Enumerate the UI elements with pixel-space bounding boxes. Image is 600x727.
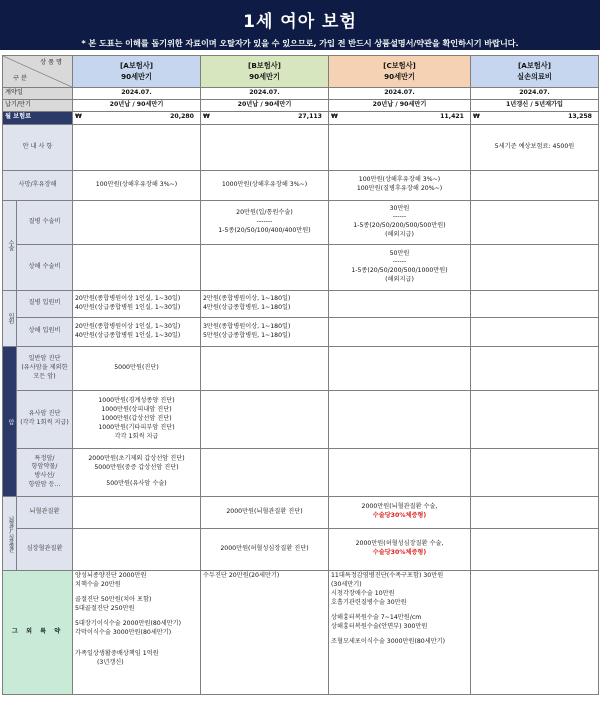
benefit-line: 40만원(상급종합병원 1인실, 1~30일) — [75, 331, 181, 339]
product-name-label: 상 품 명 — [40, 59, 62, 66]
hospital-benefit — [329, 290, 471, 317]
benefit-line: 500만원(유사암 수술) — [106, 480, 167, 488]
hospital-benefit — [471, 290, 599, 317]
disease-hospital-row — [3, 290, 599, 317]
rider-line: (30세만기) — [331, 580, 362, 588]
guide-cell — [73, 124, 201, 170]
title-banner — [0, 0, 600, 50]
heart-benefit — [329, 528, 471, 570]
rider-line: 가족일상생활중배상책임 1억원 — [75, 649, 159, 657]
surgery-category: 수술 — [3, 200, 17, 290]
benefit-line: 2000만원(뇌혈관질환 수술, — [361, 503, 438, 511]
brain-benefit — [73, 496, 201, 528]
rider-line: 조혈모세포이식수술 3000만원(80세만기) — [331, 637, 446, 645]
monthly-premium — [73, 111, 201, 124]
company-name: [C보험사] — [383, 61, 416, 71]
product-header-1 — [73, 56, 201, 88]
contract-date: 2024.07. — [73, 88, 201, 100]
similar-cancer-label — [17, 390, 73, 448]
benefit-line: 20만원(종합병원이상 1인실, 1~30일) — [75, 294, 181, 302]
surgery-benefit — [329, 200, 471, 244]
disease-surgery-label: 질병 수술비 — [17, 200, 73, 244]
rider-line: 치핵수술 20만원 — [75, 580, 121, 588]
hospital-benefit — [471, 317, 599, 346]
surgery-benefit — [471, 200, 599, 244]
benefit-line: 20만원(입/통원수술) — [236, 208, 293, 216]
special-cancer-row — [3, 448, 599, 496]
cancer-benefit — [471, 448, 599, 496]
hospital-benefit — [73, 317, 201, 346]
currency-symbol: ₩ — [473, 113, 480, 121]
guide-cell — [329, 124, 471, 170]
label-line: 모든 암) — [33, 372, 56, 380]
premium-amount: 20,280 — [170, 113, 194, 121]
benefit-line: 100만원(질병후유장해 20%~) — [356, 185, 443, 193]
premium-row — [3, 111, 599, 124]
brain-benefit: 2000만원(뇌혈관질환 진단) — [201, 496, 329, 528]
payment-term: 1년갱신 / 5년재가입 — [471, 99, 599, 111]
product-header-3 — [329, 56, 471, 88]
plan-name: 90세만기 — [384, 71, 415, 81]
heart-benefit — [471, 528, 599, 570]
rider-line: 시청각장애수술 10만원 — [331, 589, 395, 597]
benefit-line: 1000만원(경계성종양 진단) — [98, 397, 175, 404]
cancer-benefit — [329, 346, 471, 390]
benefit-line-highlight: 수술당30%체증형) — [372, 512, 427, 520]
rider-line: 5대골절진단 250만원 — [75, 604, 135, 612]
label-line: 일반암 진단 — [28, 354, 61, 362]
hospital-benefit — [73, 290, 201, 317]
benefit-line: 2000만원(초기제외 갑상선암 진단) — [88, 455, 185, 463]
product-header-2 — [201, 56, 329, 88]
label-line: 항암암 등... — [28, 481, 61, 489]
benefit-line: 50만원 — [389, 249, 410, 257]
benefit-line: 2만원(종합병원이상, 1~180일) — [203, 294, 291, 302]
label-line: (각각 1회씩 지급) — [20, 419, 69, 427]
label-line: 특정암/ — [34, 454, 55, 462]
benefit-line: 1-5종(20/50/100/400/400만원) — [218, 226, 311, 234]
currency-symbol: ₩ — [331, 113, 338, 121]
benefit-line: 4만원(상급종합병원, 1~180일) — [203, 303, 291, 311]
rider-line: 5대장기이식수술 2000만원(80세만기) — [75, 619, 182, 627]
rider-line: 11대특정감염병진단(수족구포함) 30만원 — [331, 571, 444, 579]
rider-line: 상해흉터복원수술(안면부) 300만원 — [331, 622, 428, 630]
rider-line: 골절진단 50만원(치아 포함) — [75, 595, 152, 603]
rider-line: 수두진단 20만원(20세만기) — [203, 571, 280, 579]
death-benefit: 100만원(상해후유장해 3%~) — [73, 170, 201, 200]
heart-row — [3, 528, 599, 570]
contract-date: 2024.07. — [471, 88, 599, 100]
benefit-line: 3만원(종합병원이상, 1~180일) — [203, 322, 291, 330]
monthly-premium — [471, 111, 599, 124]
payment-term: 20년납 / 90세만기 — [201, 99, 329, 111]
label-line: (유사암을 제외한 — [21, 363, 68, 371]
company-name: [A보험사] — [120, 61, 153, 71]
brain-heart-category: 뇌혈관/심장혈관 — [3, 496, 17, 570]
brain-benefit — [471, 496, 599, 528]
rider-line: 각막이식수술 3000만원(80세만기) — [75, 628, 172, 636]
benefit-line: (해외지급) — [385, 231, 414, 239]
general-cancer-row — [3, 346, 599, 390]
contract-date: 2024.07. — [329, 88, 471, 100]
cancer-benefit — [329, 390, 471, 448]
plan-name: 실손의료비 — [517, 71, 552, 81]
term-label: 납기/만기 — [3, 99, 73, 111]
term-row — [3, 99, 599, 111]
cancer-benefit — [201, 448, 329, 496]
currency-symbol: ₩ — [203, 113, 210, 121]
death-benefit — [329, 170, 471, 200]
cancer-benefit — [73, 448, 201, 496]
cancer-benefit: 5000만원(진단) — [73, 346, 201, 390]
death-label: 사망/후유장해 — [3, 170, 73, 200]
surgery-benefit — [201, 244, 329, 290]
cancer-benefit — [329, 448, 471, 496]
other-riders-list — [73, 570, 201, 694]
disease-hospital-label: 질병 입원비 — [17, 290, 73, 317]
heart-benefit: 2000만원(허혈성심장질환 진단) — [201, 528, 329, 570]
injury-hospital-row — [3, 317, 599, 346]
disease-surgery-row — [3, 200, 599, 244]
benefit-line: 1-5종(20/50/200/500/500만원) — [353, 222, 446, 230]
general-cancer-label — [17, 346, 73, 390]
benefit-line: 1000만원(기타피부암 진단) — [98, 423, 175, 431]
header-row — [3, 56, 599, 88]
benefit-line: 40만원(상급종합병원 1인실, 1~30일) — [75, 303, 181, 311]
injury-surgery-row — [3, 244, 599, 290]
death-row — [3, 170, 599, 200]
hospital-category: 입원 — [3, 290, 17, 346]
rider-line: (3년갱신) — [97, 658, 124, 666]
other-riders-list — [329, 570, 471, 694]
spacer — [75, 638, 198, 650]
benefit-line: 각각 1회씩 지급 — [114, 432, 159, 440]
benefit-line: 1-5종(20/50/200/500/1000만원) — [351, 267, 448, 275]
hospital-benefit — [329, 317, 471, 346]
monthly-premium — [201, 111, 329, 124]
surgery-benefit — [201, 200, 329, 244]
product-header-4 — [471, 56, 599, 88]
guide-note: 5세기준 예상보험료: 4500원 — [471, 124, 599, 170]
surgery-benefit — [73, 200, 201, 244]
surgery-benefit — [73, 244, 201, 290]
label-line: 유사암 진단 — [28, 410, 61, 418]
surgery-benefit — [329, 244, 471, 290]
benefit-line-highlight: 수술당30%체증형) — [372, 549, 427, 557]
premium-amount: 27,113 — [298, 113, 322, 121]
benefit-line: 5000만원(중증 갑상선암 진단) — [94, 464, 179, 472]
monthly-premium — [329, 111, 471, 124]
payment-term: 20년납 / 90세만기 — [329, 99, 471, 111]
benefit-line: (해외지급) — [385, 276, 414, 284]
special-cancer-label — [17, 448, 73, 496]
hospital-benefit — [201, 290, 329, 317]
cancer-benefit — [73, 390, 201, 448]
benefit-line: ------- — [256, 217, 273, 225]
death-benefit — [471, 170, 599, 200]
benefit-line: 20만원(종합병원이상 1인실, 1~30일) — [75, 322, 181, 330]
heart-benefit — [73, 528, 201, 570]
cancer-benefit — [201, 346, 329, 390]
company-name: [B보험사] — [248, 61, 281, 71]
label-line: 항암약물/ — [31, 463, 58, 471]
benefit-line: 30만원 — [389, 204, 410, 212]
benefit-line: ------ — [392, 258, 407, 266]
contract-date: 2024.07. — [201, 88, 329, 100]
cancer-benefit — [201, 390, 329, 448]
benefit-line: 1000만원(상피내암 진단) — [101, 405, 172, 413]
rider-line: 양성뇌종양진단 2000만원 — [75, 571, 147, 579]
currency-symbol: ₩ — [75, 113, 82, 121]
death-benefit: 1000만원(상해후유장해 3%~) — [201, 170, 329, 200]
premium-label: 월 보험료 — [3, 111, 73, 124]
contract-date-label: 계약일 — [3, 88, 73, 100]
benefit-line: 2000만원(허혈성심장질환 수술, — [355, 540, 444, 548]
benefit-line: 1000만원(갑상선암 진단) — [101, 414, 172, 422]
similar-cancer-row — [3, 390, 599, 448]
benefit-line: ------ — [392, 213, 407, 221]
benefit-line: 100만원(상해후유장해 3%~) — [358, 176, 441, 184]
cancer-benefit — [471, 346, 599, 390]
category-label: 구 분 — [13, 75, 27, 83]
cancer-benefit — [471, 390, 599, 448]
cancer-category: 암 — [3, 346, 17, 496]
other-riders-label: 그 외 특 약 — [3, 570, 73, 694]
injury-surgery-label: 상해 수술비 — [17, 244, 73, 290]
guide-label: 안 내 사 항 — [3, 124, 73, 170]
benefit-line: 5만원(상급종합병원, 1~180일) — [203, 331, 291, 339]
brain-benefit — [329, 496, 471, 528]
header-diagonal-cell — [3, 56, 73, 88]
premium-amount: 13,258 — [568, 113, 592, 121]
label-line: 방사선/ — [34, 472, 55, 480]
insurance-comparison-table — [2, 55, 599, 695]
payment-term: 20년납 / 90세만기 — [73, 99, 201, 111]
other-riders-list — [471, 570, 599, 694]
plan-name: 90세만기 — [121, 71, 152, 81]
brain-label: 뇌혈관질환 — [17, 496, 73, 528]
plan-name: 90세만기 — [249, 71, 280, 81]
rider-line: 상해흉터복원수술 7~14만원/cm — [331, 613, 422, 621]
contract-date-row — [3, 88, 599, 100]
company-name: [A보험사] — [518, 61, 551, 71]
rider-line: 호흡기관련질병수술 30만원 — [331, 598, 407, 606]
guide-cell — [201, 124, 329, 170]
injury-hospital-label: 상해 입원비 — [17, 317, 73, 346]
premium-amount: 11,421 — [440, 113, 464, 121]
other-riders-list — [201, 570, 329, 694]
other-riders-row — [3, 570, 599, 694]
disclaimer-notice: * 본 도표는 이해를 돕기위한 자료이며 오탈자가 있을 수 있으므로, 가입 전 반드시 상품설명서/약관을 확인하시기 바랍니다. — [81, 38, 519, 48]
brain-row — [3, 496, 599, 528]
surgery-benefit — [471, 244, 599, 290]
heart-label: 심장혈관질환 — [17, 528, 73, 570]
guide-row — [3, 124, 599, 170]
page-title: 1세 여아 보험 — [243, 12, 357, 32]
hospital-benefit — [201, 317, 329, 346]
